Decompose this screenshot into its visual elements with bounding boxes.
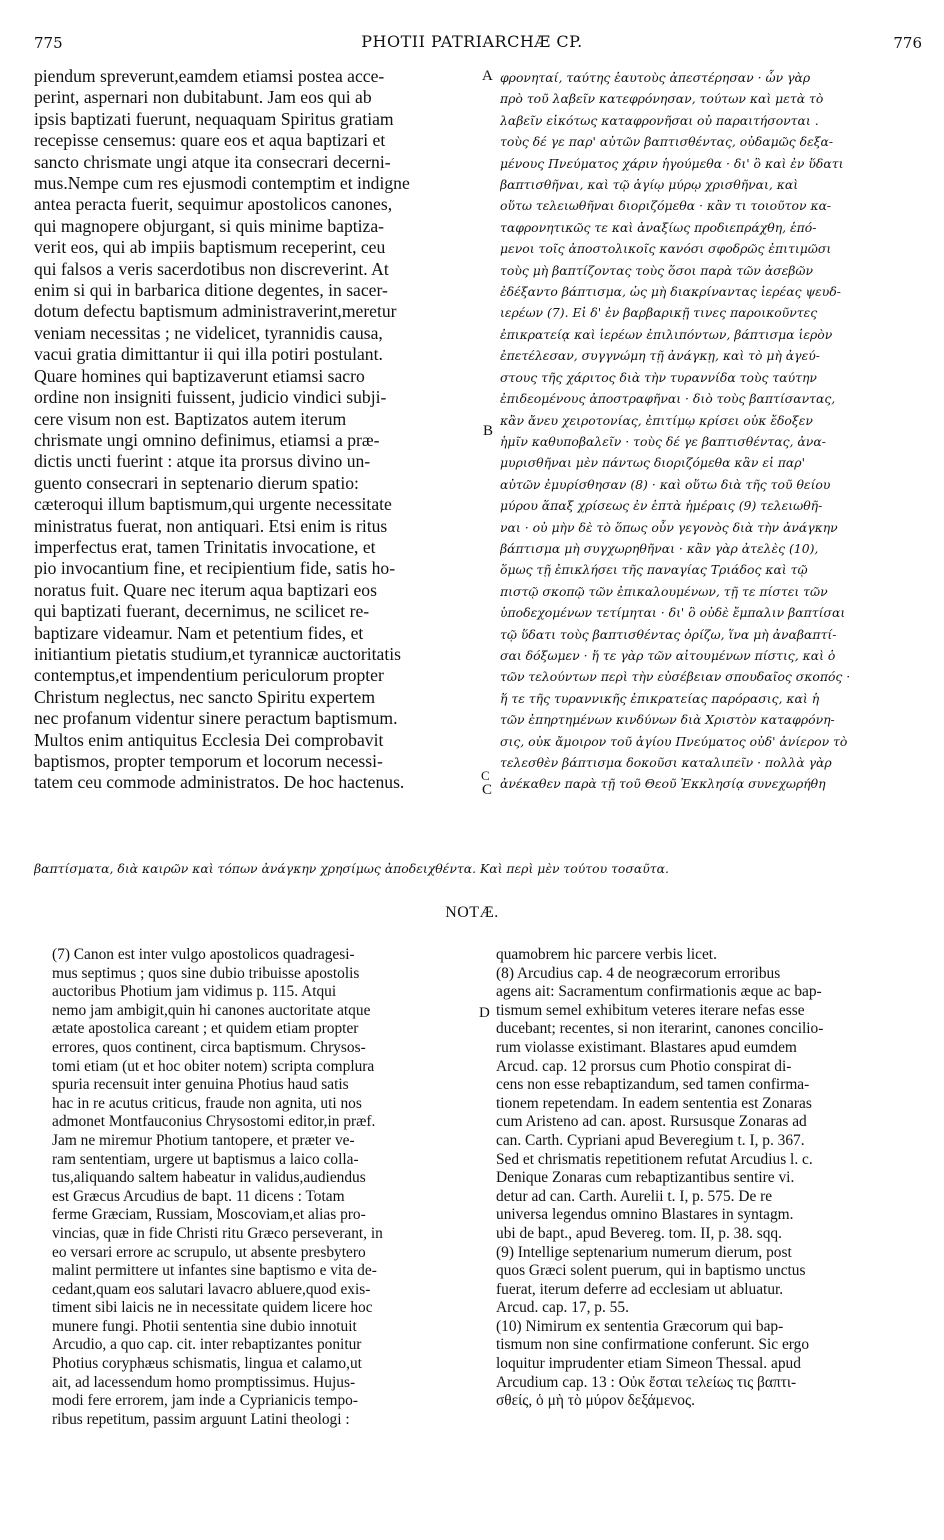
latin-text-line: antea peracta fuerit, sequimur apostolicos canones, <box>34 194 393 215</box>
latin-text-line: noratus fuit. Quare nec iterum aqua baptizari eos <box>34 579 377 600</box>
note-line: auctoribus Photium jam vidimus p. 115. Atqui <box>52 983 337 1001</box>
latin-text-line: pio invocantium fine, et recipientium fide, satis ho- <box>34 558 396 579</box>
latin-text-line: veniam necessitas ; ne videlicet, tyrannidis causa, <box>34 322 383 343</box>
note-line: cedant,quam eos salutari lavacro abluere,quod exis- <box>52 1280 371 1298</box>
note-line: ram sententiam, urgere ut baptismus a laico colla- <box>52 1150 359 1168</box>
note-line: cens non esse rebaptizandum, sed tamen confirma- <box>496 1076 810 1094</box>
greek-text-line: λαβεῖν εἰκότως καταφρονῆσαι οὐ παραιτήσονται . <box>500 112 819 128</box>
note-line: ducebant; recentes, si non iterarint, canones concilio- <box>496 1020 824 1038</box>
greek-text-line: ιερέων (7). Εἰ δ' ἐν βαρβαρικῇ τινες παροικοῦντες <box>500 305 818 321</box>
greek-text-line: κἂν ἄνευ χειροτονίας, ἐπιτίμῳ κρίσει οὐκ ἔδοξεν <box>500 412 813 428</box>
note-line: nemo jam ambigit,quin hi canones auctoritate atque <box>52 1001 371 1019</box>
latin-text-line: piendum spreverunt,eamdem etiamsi postea acce- <box>34 66 385 86</box>
note-line: quos Græci solent puerum, qui in baptismo unctus <box>496 1262 806 1280</box>
note-line: quamobrem hic parcere verbis licet. <box>496 946 717 963</box>
note-line: ætate apostolica careant ; et quidem etiam propter <box>52 1020 359 1038</box>
note-line: admonet Montfauconius Chrysostomi editor,in præf. <box>52 1113 376 1131</box>
latin-text-line: qui magnopere objurgant, si quis minime baptiza- <box>34 215 385 236</box>
latin-text-line: recepisse censemus: quare eos et aqua baptizari et <box>34 130 386 151</box>
greek-text-line: βάπτισμα μὴ συγχωρηθῆναι · κἂν γὰρ ἀτελὲς (10), <box>500 540 819 556</box>
note-line: malint permittere ut infantes sine baptismo e vita de- <box>52 1262 377 1280</box>
note-line: Arcudio, a quo cap. cit. inter rebaptizantes ponitur <box>52 1336 362 1354</box>
margin-marker-c: C <box>482 782 493 798</box>
margin-marker-d: D <box>479 1005 490 1021</box>
notes-heading: NOTÆ. <box>445 904 499 921</box>
note-line: (7) Canon est inter vulgo apostolicos quadragesi- <box>52 946 355 963</box>
note-line: Photius coryphæus schismatis, lingua et calamo,ut <box>52 1355 362 1373</box>
note-line: universa legendus omnino Blastares in syntagm. <box>496 1206 794 1224</box>
greek-text-line: ἐδέξαντο βάπτισμα, ὡς μὴ διακρίναντας ἱερέας ψευδ- <box>500 284 841 300</box>
note-line: Jam ne miremur Photium tantopere, et præter ve- <box>52 1131 355 1149</box>
latin-text-line: Christum neglectus, nec sancto Spiritu expertem <box>34 686 376 707</box>
note-line: Arcud. cap. 12 prorsus cum Photio conspirat di- <box>496 1057 792 1075</box>
notes-right-column <box>496 946 928 1411</box>
note-line: rum violasse existimant. Blastares apud eumdem <box>496 1038 797 1056</box>
greek-text-line: βαπτισθῆναι, καὶ τῷ ἁγίῳ μύρῳ χρισθῆναι, καὶ <box>500 177 799 193</box>
greek-text-line: τοὺς δέ γε παρ' αὐτῶν βαπτισθέντας, οὐδαμῶς δεξα- <box>500 134 834 150</box>
note-line: fuerat, iterum deferre ad ecclesiam ut abluatur. <box>496 1280 784 1298</box>
note-line: tomi etiam (ut et hoc obiter notem) scripta complura <box>52 1057 375 1075</box>
greek-text-line: ὅμως τῇ ἐπικλήσει τῆς παναγίας Τριάδος καὶ τῷ <box>500 562 808 578</box>
latin-text-line: sancto chrismate ungi atque ita consecrari decerni- <box>34 151 391 172</box>
greek-text-line: τῶν ἐπηρτημένων κινδύνων διὰ Χριστὸν καταφρόνη- <box>500 712 835 728</box>
greek-text-line: ὑποδεχομένων τετίμηται · δι' ὃ οὐδὲ ἔμπαλιν βαπτίσαι <box>500 605 846 621</box>
note-line: ubi de bapt., apud Bevereg. tom. II, p. 38. sqq. <box>496 1224 782 1242</box>
latin-text-line: verit eos, qui ab impiis baptismum receperint, ceu <box>34 237 386 258</box>
greek-text-line: μένους Πνεύματος χάριν ἡγούμεθα · δι' ὃ καὶ ἐν ὕδατι <box>500 155 844 171</box>
note-line: spuria recensuit inter genuina Photius haud satis <box>52 1076 349 1094</box>
note-line: tus,aliquando saltem habeatur in validus,audiendus <box>52 1169 366 1187</box>
note-line: munere fungi. Photii sententia sine dubio innotuit <box>52 1317 357 1335</box>
margin-marker-c-small: C <box>481 768 490 783</box>
latin-text-line: contemptus,et impendentium periculorum propter <box>34 665 384 686</box>
note-line: cum Aristeno ad can. apost. Rursusque Zonaras ad <box>496 1113 807 1131</box>
note-line: detur ad can. Carth. Aurelii t. I, p. 575. De re <box>496 1187 773 1205</box>
note-line: ait, ad lacessendum homo promptissimus. Hujus- <box>52 1373 356 1391</box>
note-line: Arcud. cap. 17, p. 55. <box>496 1299 629 1317</box>
note-line: vincias, quæ in fide Christi ritu Græco perseverant, in <box>52 1224 383 1242</box>
greek-text-line: οὕτω τελειωθῆναι διοριζόμεθα · κἂν τι τοιοῦτον κα- <box>500 198 832 214</box>
latin-text-line: qui falsos a veris sacerdotibus non discreverint. At <box>34 258 389 279</box>
latin-text-line: cæteroqui illum baptismum,qui urgente necessitate <box>34 494 392 515</box>
greek-text-line: πιστῷ σκοπῷ τῶν ἐπικαλουμένων, τῇ τε πίστει τῶν <box>500 583 828 599</box>
note-line: (8) Arcudius cap. 4 de neogræcorum erroribus <box>496 964 781 982</box>
greek-text-line: ναι · οὐ μὴν δὲ τὸ ὅπως οὖν γεγονὸς διὰ τὴν ἀνάγκην <box>500 519 838 535</box>
greek-text-line: τῶν τελούντων περὶ τὴν εὐσέβειαν σπουδαῖος σκοπός · <box>500 669 851 685</box>
note-line: Denique Zonaras cum rebaptizantibus sentire vi. <box>496 1169 795 1187</box>
margin-marker-b: B <box>483 423 494 439</box>
latin-text-line: vacui gratia dimittantur ii qui illa potiri postulant. <box>34 344 383 365</box>
note-line: modi fere errorem, jam inde a Cyprianicis tempo- <box>52 1392 358 1410</box>
notes-left-column <box>52 946 472 1429</box>
note-line: agens ait: Sacramentum confirmationis æque ac bap- <box>496 983 822 1001</box>
margin-marker-a: A <box>482 68 493 84</box>
latin-text-line: initiantium pietatis studium,et tyrannicæ auctoritatis <box>34 643 401 664</box>
note-line: ribus repetitum, passim arguunt Latini theologi : <box>52 1410 350 1428</box>
running-title: PHOTII PATRIARCHÆ CP. <box>361 32 583 51</box>
greek-text-line: τῷ ὕδατι τοὺς βαπτισθέντας ὁρίζω, ἵνα μὴ ἀναβαπτί- <box>500 626 837 642</box>
latin-text-line: qui baptizati fuerant, decernimus, ne scilicet re- <box>34 601 370 622</box>
note-line: hac in re acutus criticus, fraude non agnita, uti nos <box>52 1094 362 1112</box>
latin-text-line: ordine non insigniti fuissent, judicio vindici subji- <box>34 387 387 408</box>
greek-text-line: ἡμῖν καθυποβαλεῖν · τοὺς δέ γε βαπτισθέντας, ἀνα- <box>500 433 826 449</box>
note-line: Sed et chrismatis repetitionem refutat Arcudius l. c. <box>496 1150 813 1168</box>
page-number-right: 776 <box>893 34 922 52</box>
note-line: ferme Græciam, Russiam, Moscoviam,et alias pro- <box>52 1206 366 1224</box>
note-line: (10) Nimirum ex sententia Græcorum qui bap- <box>496 1317 784 1335</box>
greek-text-line: ἥ τε τῆς τυραννικῆς ἐπικρατείας παρόρασις, καὶ ἡ <box>500 690 820 706</box>
greek-column <box>500 67 922 795</box>
greek-text-line: ἐπικρατείᾳ καὶ ἱερέων ἐπιλιπόντων, βάπτισμα ἱερὸν <box>500 326 833 342</box>
note-line: tismum non sine confirmatione conferunt. Sic ergo <box>496 1336 810 1354</box>
latin-text-line: chrismate ungi omnino definimus, etiamsi a præ- <box>34 429 380 450</box>
note-line: errores, quos continent, circa baptismum. Chrysos- <box>52 1038 366 1056</box>
greek-text-line: μύρου ἅπαξ χρίσεως ἐν ἑπτὰ ἡμέραις (9) τελειωθῆ- <box>500 498 823 514</box>
latin-text-line: perint, aspernari non dubitabunt. Jam eos qui ab <box>34 87 372 108</box>
latin-text-line: enim si qui in barbarica ditione degentes, in sacer- <box>34 280 388 301</box>
greek-text-line: σαι δόξωμεν · ἥ τε γὰρ τῶν αἰτουμένων πίστις, καὶ ὁ <box>500 647 836 663</box>
latin-text-line: ministratus fuerat, non antiquari. Etsi enim is ritus <box>34 515 388 536</box>
note-line: σθείς, ὁ μὴ τὸ μύρον δεξάμενος. <box>496 1392 695 1410</box>
note-line: (9) Intellige septenarium numerum dierum, post <box>496 1243 792 1261</box>
latin-column <box>34 66 476 794</box>
greek-text-line: αὐτῶν ἐμυρίσθησαν (8) · καὶ οὕτω διὰ τῆς τοῦ θείου <box>500 476 831 492</box>
note-line: eo versari errore ac scrupulo, ut absente presbytero <box>52 1243 366 1261</box>
latin-text-line: dictis uncti fuerint : atque ita prorsus divino un- <box>34 451 371 472</box>
latin-text-line: dotum defectu baptismum administraverint,meretur <box>34 301 397 322</box>
note-line: loquitur imprudenter etiam Simeon Thessal. apud <box>496 1355 801 1373</box>
latin-text-line: Multos enim antiquitus Ecclesia Dei comprobavit <box>34 729 384 750</box>
note-line: tionem repetendam. In eadem sententia est Zonaras <box>496 1094 812 1112</box>
greek-text-line: ταφρονητικῶς τε καὶ ἀναξίως προδιεπράχθη, ἑπό- <box>500 219 817 235</box>
latin-text-line: cere visum non est. Baptizatos autem iterum <box>34 408 347 429</box>
note-line: can. Carth. Cypriani apud Beveregium t. I, p. 367. <box>496 1131 805 1149</box>
latin-text-line: mus.Nempe cum res ejusmodi contemptim et indigne <box>34 173 410 194</box>
greek-text-line: ἀνέκαθεν παρὰ τῇ τοῦ Θεοῦ Ἐκκλησίᾳ συνεχωρήθη <box>500 776 826 792</box>
greek-text-line: ἐπετέλεσαν, συγγνώμη τῇ ἀνάγκῃ, καὶ τὸ μὴ ἀγεύ- <box>500 348 820 364</box>
page-header <box>0 22 944 54</box>
latin-text-line: baptismos, propter temporum et locorum necessi- <box>34 751 383 771</box>
greek-text-line: σις, οὐκ ἄμοιρον τοῦ ἁγίου Πνεύματος οὐδ' ἀνίερον τὸ <box>500 733 848 749</box>
latin-text-line: imperfectus erat, tamen Trinitatis invocatione, et <box>34 536 376 557</box>
note-line: est Græcus Arcudius de bapt. 11 dicens : Totam <box>52 1187 345 1205</box>
greek-text-line: πρὸ τοῦ λαβεῖν κατεφρόνησαν, τούτων καὶ μετὰ τὸ <box>500 91 824 107</box>
latin-text-line: tatem ceu commode administratos. De hoc hactenus. <box>34 772 405 793</box>
page-number-left: 775 <box>34 34 63 52</box>
latin-text-line: guento consecrari in septenario dierum spatio: <box>34 472 359 493</box>
latin-text-line: ipsis baptizati fuerunt, nequaquam Spiritus gratiam <box>34 108 394 129</box>
note-line: mus septimus ; quos sine dubio tribuisse apostolis <box>52 964 360 982</box>
greek-text-line: στους τῆς χάριτος διὰ τὴν τυραννίδα τοὺς ταύτην <box>500 369 817 385</box>
greek-text-line: ἐπιδεομένους ἀποστραφῆναι · διὸ τοὺς βαπτίσαντας, <box>500 391 836 407</box>
note-line: timent sibi laicis ne in necessitate quidem licere hoc <box>52 1299 373 1317</box>
greek-text-line: μενοι τοῖς ἀποστολικοῖς κανόσι σφοδρῶς ἐπιτιμῶσι <box>500 241 832 257</box>
greek-text-line: φρονηταί, ταύτης ἑαυτοὺς ἀπεστέρησαν · ὧν γὰρ <box>500 70 811 85</box>
note-line: Arcudium cap. 13 : Οὐκ ἔσται τελείως τις βαπτι- <box>496 1373 797 1391</box>
greek-closing-line: βαπτίσματα, διὰ καιρῶν καὶ τόπων ἀνάγκην χρησίμως ἀποδειχθέντα. Καὶ περὶ μὲν τούτου τοσαῦτα. <box>34 861 669 876</box>
latin-text-line: Quare homines qui baptizaverunt etiamsi sacro <box>34 365 365 386</box>
greek-text-line: μυρισθῆναι μὲν πάντως διοριζόμεθα κἂν εἰ παρ' <box>500 455 805 471</box>
latin-text-line: baptizare videamur. Nam et petentium fides, et <box>34 622 364 643</box>
greek-text-line: τοὺς μὴ βαπτίζοντας τοὺς ὅσοι παρὰ τῶν ἀσεβῶν <box>500 262 814 278</box>
greek-text-line: τελεσθὲν βάπτισμα δοκοῦσι καταλιπεῖν · πολλὰ γὰρ <box>500 755 832 770</box>
note-line: tismum semel exhibitum veteres iterare nefas esse <box>496 1001 805 1019</box>
latin-text-line: nec profanum videntur sinere peractum baptismum. <box>34 708 398 729</box>
